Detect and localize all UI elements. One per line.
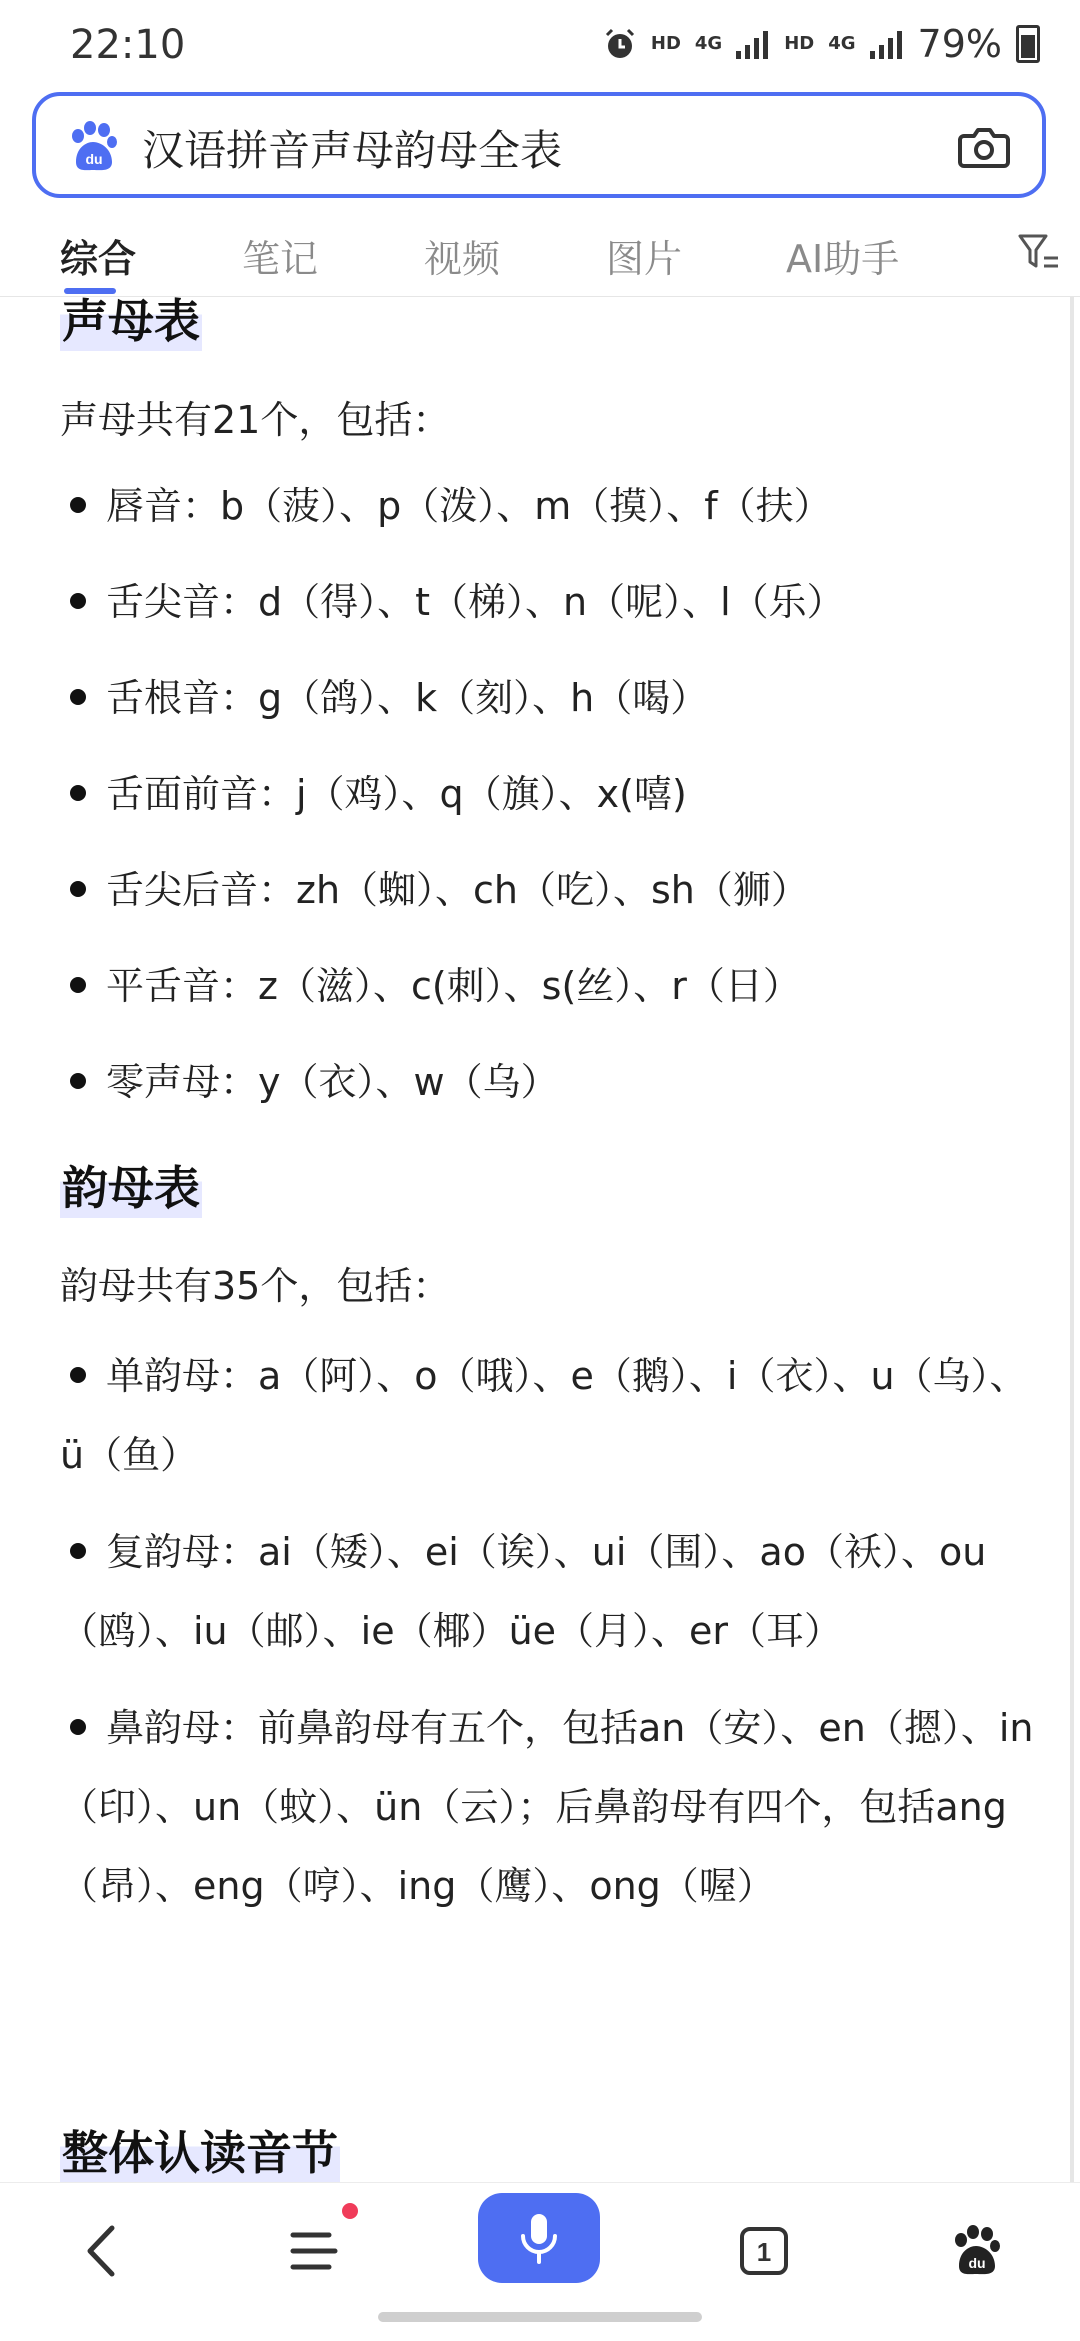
camera-icon[interactable]	[956, 118, 1012, 174]
voice-search-button[interactable]	[478, 2193, 600, 2283]
bullet	[70, 785, 86, 801]
battery-percent: 79%	[917, 22, 1002, 66]
section-heading	[60, 1152, 202, 1218]
list-item-text: 舌根音：g（鸽）、k（刻）、h（喝）	[106, 676, 709, 720]
active-tab-indicator	[64, 288, 116, 294]
notification-dot	[342, 2203, 358, 2219]
list-item	[60, 1337, 1040, 1495]
status-time: 22:10	[70, 22, 186, 68]
baidu-paw-logo-icon[interactable]	[66, 120, 120, 174]
initials-intro: 声母共有21个，包括：	[60, 398, 451, 442]
menu-icon	[289, 2229, 339, 2273]
network-type-label-2: 4G	[828, 33, 856, 54]
alarm-icon	[603, 27, 637, 61]
bullet	[70, 497, 86, 513]
logo-text: du	[85, 151, 103, 167]
home-indicator[interactable]	[378, 2312, 702, 2322]
list-item-text: 平舌音：z（滋）、c(刺）、s(丝）、r（日）	[106, 964, 801, 1008]
network-hd-label-2: HD	[784, 33, 815, 54]
tab-count: 1	[756, 2237, 772, 2267]
microphone-icon	[517, 2210, 561, 2266]
filter-icon[interactable]	[1016, 230, 1060, 274]
signal-icon	[736, 29, 770, 59]
tab-notes[interactable]: 笔记	[242, 237, 319, 281]
bullet	[70, 689, 86, 705]
list-item	[60, 659, 1040, 755]
list-item	[60, 1043, 1040, 1139]
list-item	[60, 1689, 1040, 1926]
scrollbar[interactable]	[1070, 297, 1074, 2182]
menu-button[interactable]	[272, 2209, 356, 2293]
search-input[interactable]: 汉语拼音声母韵母全表	[142, 126, 563, 175]
bullet	[70, 1719, 86, 1735]
search-bar[interactable]	[32, 92, 1046, 198]
bullet	[70, 1543, 86, 1559]
heading-whole-syllables: 整体认读音节	[60, 2117, 340, 2182]
status-icons	[603, 22, 1040, 66]
status-bar	[0, 0, 1080, 90]
tab-all[interactable]: 综合	[60, 237, 137, 281]
tab-ai-assistant[interactable]: AI助手	[786, 237, 900, 281]
list-item-text: 舌尖音：d（得）、t（梯）、n（呢）、l（乐）	[106, 580, 845, 624]
list-item-text: 零声母：y（衣）、w（乌）	[106, 1060, 559, 1104]
bullet	[70, 593, 86, 609]
search-tabs	[0, 212, 1080, 297]
bullet	[70, 1367, 86, 1383]
heading-finals-table: 韵母表	[60, 1152, 202, 1218]
bullet	[70, 1073, 86, 1089]
heading-initials-table: 声母表	[60, 297, 202, 351]
signal-icon-2	[870, 29, 904, 59]
list-item-text: 复韵母：ai（矮）、ei（诶）、ui（围）、ao（袄）、ou（鸥）、iu（邮）、ie（椰）üe（月）、er（耳）	[60, 1530, 987, 1653]
bullet	[70, 881, 86, 897]
tab-images[interactable]: 图片	[606, 237, 683, 281]
list-item	[60, 947, 1040, 1043]
finals-list	[60, 1337, 1040, 1926]
network-type-label: 4G	[694, 33, 723, 54]
bullet	[70, 977, 86, 993]
list-item	[60, 563, 1040, 659]
logo-text: du	[968, 2255, 986, 2271]
baidu-paw-icon	[949, 2224, 1003, 2278]
list-item	[60, 1513, 1040, 1671]
section-heading	[60, 297, 202, 351]
list-item-text: 鼻韵母：前鼻韵母有五个，包括an（安）、en（摁）、in（印）、un（蚊）、ün（云）；后鼻韵母有四个，包括ang（昂）、eng（哼）、ing（鹰）、ong（喔）	[60, 1706, 1034, 1908]
finals-intro: 韵母共有35个，包括：	[60, 1264, 451, 1308]
chevron-left-icon	[80, 2224, 124, 2278]
back-button[interactable]	[60, 2209, 144, 2293]
section-heading	[60, 2117, 340, 2182]
list-item	[60, 467, 1040, 563]
baidu-home-button[interactable]	[934, 2209, 1018, 2293]
list-item-text: 单韵母：a（阿）、o（哦）、e（鹅）、i（衣）、u（乌）、ü（鱼）	[60, 1354, 1028, 1477]
battery-icon	[1016, 25, 1040, 63]
network-hd-label: HD	[650, 33, 681, 54]
tabs-count-icon	[738, 2225, 790, 2277]
list-item-text: 唇音：b（菠）、p（泼）、m（摸）、f（扶）	[106, 484, 832, 528]
list-item	[60, 755, 1040, 851]
initials-list	[60, 467, 1040, 1139]
list-item-text: 舌面前音：j（鸡）、q（旗）、x(嘻)	[106, 772, 687, 816]
list-item	[60, 851, 1040, 947]
answer-content	[24, 297, 1064, 2182]
tab-videos[interactable]: 视频	[424, 237, 501, 281]
tabs-button[interactable]	[722, 2209, 806, 2293]
list-item-text: 舌尖后音：zh（蜘）、ch（吃）、sh（狮）	[106, 868, 809, 912]
